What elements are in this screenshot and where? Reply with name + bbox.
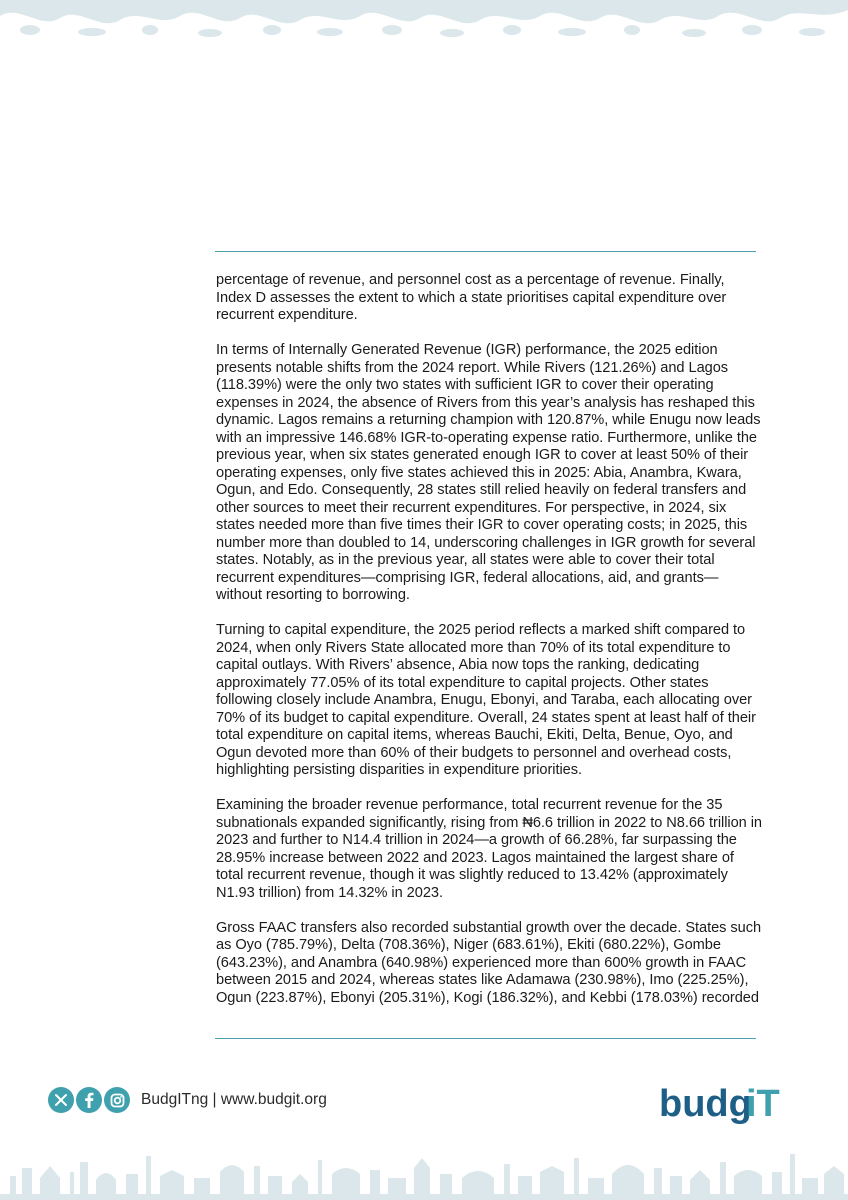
facebook-icon[interactable] xyxy=(76,1087,102,1113)
paragraph: Turning to capital expenditure, the 2025 period reflects a marked shift compared to 2024, when only Rivers State allocated more than 70% of its total expenditure to capital outlays. With Rivers’ absence, Abia now tops the ranking, dedicating approximately 77.05% of its total expenditure to capital projects. Other states following closely include Anambra, Enugu, Ebonyi, and Taraba, each allocating over 70% of its budget to capital expenditure. Overall, 24 states spent at least half of their total expenditure on capital items, whereas Bauchi, Ekiti, Delta, Benue, Oyo, and Ogun devoted more than 60% of their budgets to personnel and overhead costs, highlighting persisting disparities in expenditure priorities. xyxy=(216,622,756,778)
logo-text-main: budg xyxy=(659,1083,752,1125)
instagram-icon[interactable] xyxy=(104,1087,130,1113)
footer-skyline xyxy=(0,1148,848,1200)
footer-handle[interactable]: BudgITng | www.budgit.org xyxy=(141,1091,327,1108)
paragraph: In terms of Internally Generated Revenue (IGR) performance, the 2025 edition presents notable shifts from the 2024 report. While Rivers (121.26%) and Lagos (118.39%) were the only two states with sufficient IGR to cover their operating expenses in 2024, the absence of Rivers from this year’s analysis has reshaped this dynamic. Lagos remains a returning champion with 120.87%, while Enugu now leads with an impressive 146.68% IGR-to-operating expense ratio. Furthermore, unlike the previous year, when six states generated enough IGR to cover at least 50% of their operating expenses, only five states achieved this in 2025: Abia, Anambra, Kwara, Ogun, and Edo. Consequently, 28 states still relied heavily on federal transfers and other sources to meet their recurrent expenditures. For perspective, in 2024, six states needed more than five times their IGR to cover operating costs; in 2025, this number more than doubled to 14, underscoring challenges in IGR growth for several states. Notably, as in the previous year, all states were able to cover their total recurrent expenditures—comprising IGR, federal allocations, aid, and grants—without resorting to borrowing. xyxy=(216,342,761,603)
bottom-divider xyxy=(215,1038,756,1039)
paragraph: Gross FAAC transfers also recorded substantial growth over the decade. States such as Oyo (785.79%), Delta (708.36%), Niger (683.61%), Ekiti (680.22%), Gombe (643.23%), and Anambra (640.98%) experienced more than 600% growth in FAAC between 2015 and 2024, whereas states like Adamawa (230.98%), Imo (225.25%), Ogun (223.87%), Ebonyi (205.31%), Kogi (186.32%), and Kebbi (178.03%) recorded xyxy=(216,919,762,1006)
paragraph: percentage of revenue, and personnel cost as a percentage of revenue. Finally, Index D assesses the extent to which a state prioritises capital expenditure over recurrent expenditure. xyxy=(216,272,727,323)
top-divider xyxy=(215,251,756,252)
paragraph: Examining the broader revenue performance, total recurrent revenue for the 35 subnationals expanded significantly, rising from ₦6.6 trillion in 2022 to N8.66 trillion in 2023 and further to N14.4 trillion in 2024—a growth of 66.28%, far surpassing the 28.95% increase between 2022 and 2023. Lagos maintained the largest share of total recurrent revenue, though it was slightly reduced to 13.42% (approximately N1.93 trillion) from 14.32% in 2023. xyxy=(216,797,762,901)
budgit-logo xyxy=(659,1076,783,1130)
header-pattern xyxy=(0,0,848,38)
logo-text-accent: iT xyxy=(746,1083,780,1125)
footer-social xyxy=(48,1086,327,1114)
x-icon[interactable] xyxy=(48,1087,74,1113)
body-text xyxy=(216,272,764,1025)
